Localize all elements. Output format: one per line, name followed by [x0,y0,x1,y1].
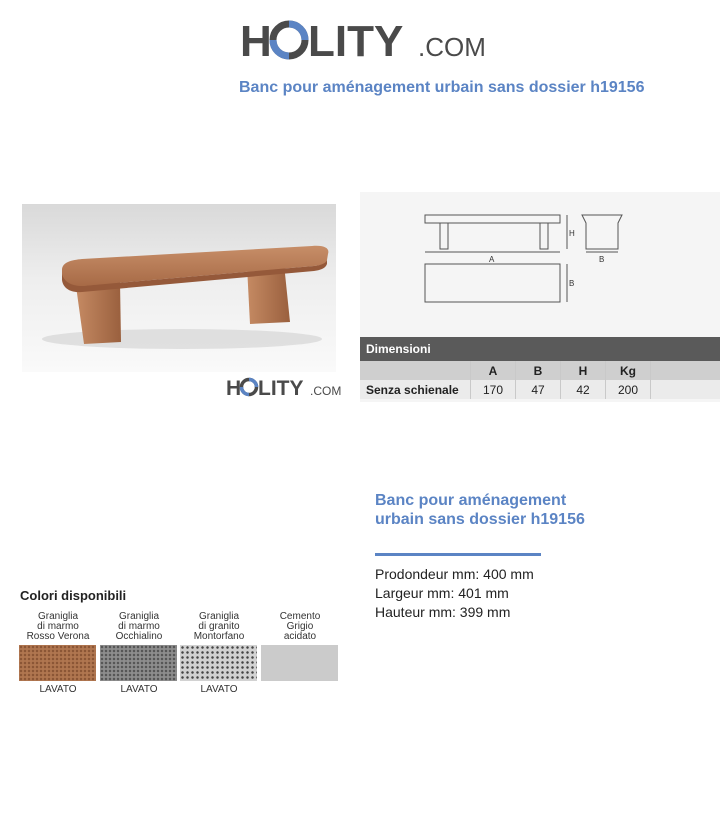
col-header-h: H [561,361,606,380]
spec-depth: Prodondeur mm: 400 mm [375,566,534,582]
swatch-occhialino[interactable] [100,645,177,681]
swatch-label-line: Cemento [279,611,321,622]
col-header-kg: Kg [606,361,651,380]
swatch-label-line: di granito [198,621,240,632]
table-header-blank [360,361,471,380]
svg-text:H: H [226,377,242,400]
swatch-label [100,612,178,642]
dimensions-table [360,361,720,399]
product-photo [22,204,336,372]
watermark-graphic [226,374,342,400]
page-title: Banc pour aménagement urbain sans dossier h19156 [239,79,645,96]
col-header-a: A [471,361,516,380]
product-title: Banc pour aménagement urbain sans dossier h19156 [375,492,585,528]
value-kg: 200 [606,380,651,399]
swatch-label-line: Occhialino [115,631,163,642]
logo-circle-icon [273,24,305,56]
label-h: H [569,229,575,238]
swatch-rosso-verona[interactable] [19,645,96,681]
table-header-spacer [651,361,720,380]
finish-label: LAVATO [120,684,158,695]
dimensions-title: Dimensioni [366,342,431,356]
dimension-sketch [360,192,720,337]
swatch-label [180,612,258,642]
spec-width: Largeur mm: 401 mm [375,585,509,601]
swatch-montorfano[interactable] [180,645,257,681]
site-logo-graphic [240,14,500,66]
spec-height: Hauteur mm: 399 mm [375,604,511,620]
table-row [360,380,720,399]
swatch-grigio-acidato[interactable] [261,645,338,681]
dimensions-header [360,337,720,361]
label-a: A [489,255,495,264]
svg-text:.COM: .COM [310,384,342,398]
swatch-label-line: acidato [283,631,317,642]
watermark-circle-icon [242,380,257,395]
value-b: 47 [516,380,561,399]
swatch-label-line: Graniglia [118,611,160,622]
table-header-row [360,361,720,380]
row-label: Senza schienale [360,380,471,399]
bench-illustration [22,204,336,372]
row-spacer [651,380,720,399]
svg-text:LITY: LITY [258,377,304,400]
finish-label: LAVATO [39,684,77,695]
site-logo[interactable] [240,14,500,66]
col-header-b: B [516,361,561,380]
svg-text:H: H [240,17,272,66]
swatch-label-line: Rosso Verona [26,631,90,642]
label-b-top: B [569,279,575,288]
colors-title: Colori disponibili [20,588,127,603]
swatch-label [19,612,97,642]
swatch-label-line: Montorfano [193,631,245,642]
svg-text:LITY: LITY [308,17,404,66]
swatch-label-line: di marmo [118,621,160,632]
svg-text:.COM: .COM [418,32,486,62]
label-b: B [599,255,605,264]
value-a: 170 [471,380,516,399]
swatch-label [261,612,339,642]
swatch-label-line: di marmo [37,621,79,632]
swatch-label-line: Graniglia [37,611,79,622]
title-underline [375,553,541,556]
value-h: 42 [561,380,606,399]
swatch-label-line: Graniglia [198,611,240,622]
photo-watermark-logo [226,374,342,400]
swatch-label-line: Grigio [286,621,314,632]
finish-label: LAVATO [200,684,238,695]
